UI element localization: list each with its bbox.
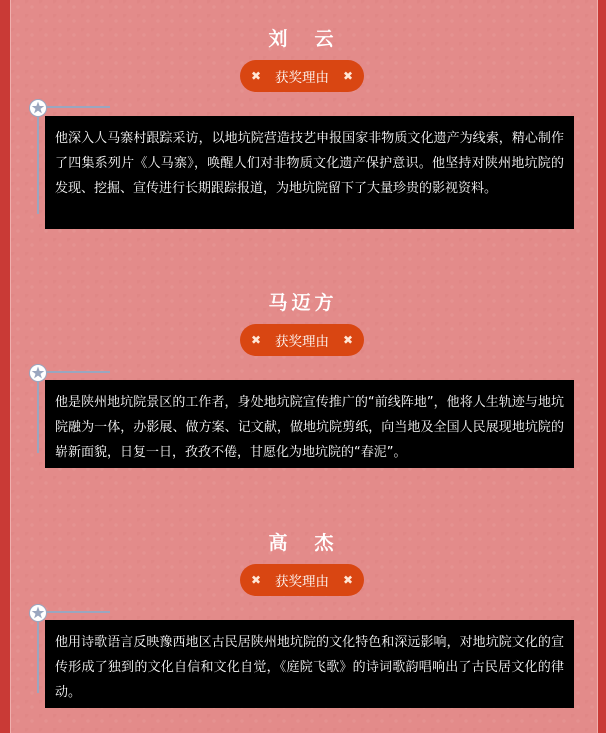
star-icon: [29, 99, 47, 117]
connector-line: [44, 371, 110, 373]
awardee-name: 马迈方: [268, 292, 338, 314]
badge-label: 获奖理由: [275, 574, 329, 590]
award-reason-badge: [240, 564, 364, 596]
close-icon: ✖: [343, 573, 354, 587]
reason-text-card: 他是陕州地坑院景区的工作者，身处地坑院宣传推广的“前线阵地”，他将人生轨迹与地坑院融为一体，办影展、做方案、记文献，做地坑院剪纸，向当地及全国人民展现地坑院的崭新面貌，日复一日，孜孜不倦，甘愿化为地坑院的“春泥”。: [45, 380, 574, 468]
connector-line: [44, 106, 110, 108]
reason-text-card: 他深入人马寨村跟踪采访，以地坑院营造技艺申报国家非物质文化遗产为线索，精心制作了四集系列片《人马寨》，唤醒人们对非物质文化遗产保护意识。他坚持对陕州地坑院的发现、挖掘、宣传进行长期跟踪报道，为地坑院留下了大量珍贵的影视资料。: [45, 116, 574, 229]
badge-label: 获奖理由: [275, 70, 329, 86]
badge-label: 获奖理由: [275, 334, 329, 350]
close-icon: ✖: [343, 333, 354, 347]
award-reason-badge: [240, 60, 364, 92]
close-icon: ✖: [250, 69, 261, 83]
close-icon: ✖: [250, 573, 261, 587]
connector-line: [37, 621, 39, 693]
close-icon: ✖: [250, 333, 261, 347]
connector-line: [37, 381, 39, 453]
awardee-name: 刘 云: [268, 28, 338, 50]
close-icon: ✖: [343, 69, 354, 83]
connector-line: [44, 611, 110, 613]
reason-text-card: 他用诗歌语言反映豫西地区古民居陕州地坑院的文化特色和深远影响，对地坑院文化的宣传形成了独到的文化自信和文化自觉，《庭院飞歌》的诗词歌韵唱响出了古民居文化的律动。: [45, 620, 574, 708]
award-reason-badge: [240, 324, 364, 356]
connector-line: [37, 116, 39, 214]
awardee-name: 高 杰: [268, 532, 338, 554]
